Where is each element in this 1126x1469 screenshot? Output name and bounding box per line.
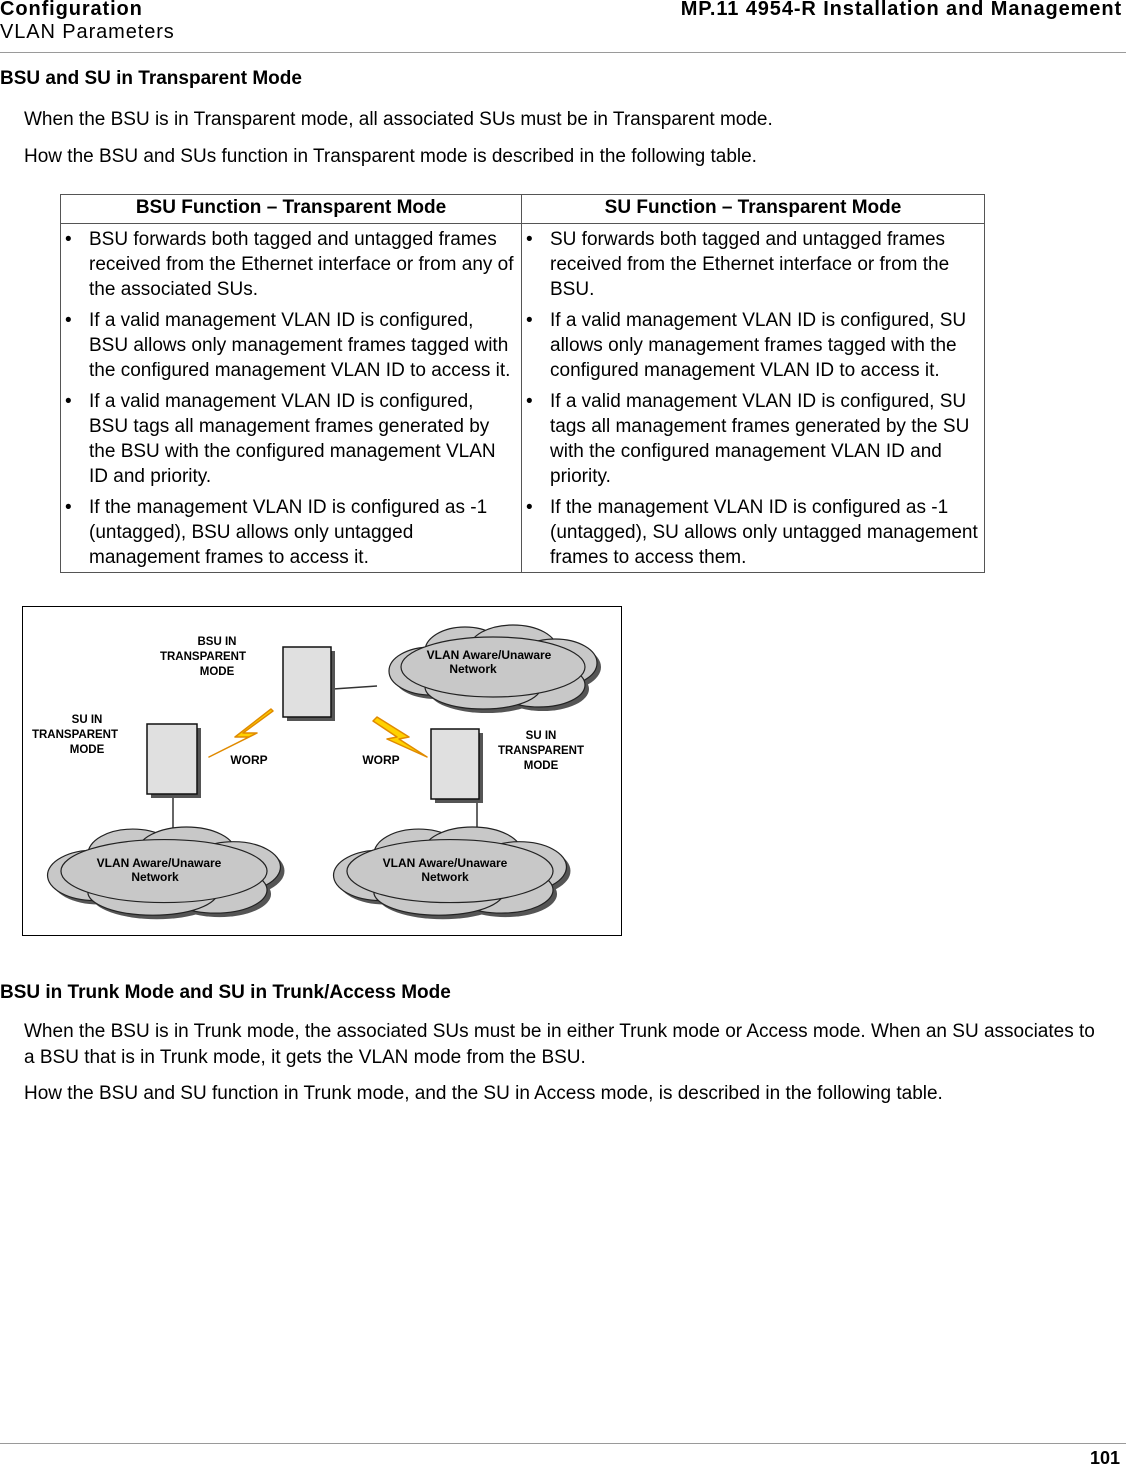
- su-left-label-line3: MODE: [69, 744, 105, 756]
- bullet-glyph: •: [65, 310, 72, 331]
- bsu-item-text: BSU forwards both tagged and untagged frames received from the Ethernet interface or from any of the associated SUs.: [89, 229, 514, 300]
- bullet-glyph: •: [526, 229, 533, 250]
- table-header-row: [61, 195, 985, 224]
- bsu-label-line3: MODE: [199, 666, 235, 678]
- bsu-label-line2: TRANSPARENT: [159, 651, 247, 663]
- su-left-label-line1: SU IN: [71, 714, 103, 726]
- transparent-mode-diagram: [22, 606, 622, 936]
- header-section-title: Configuration: [0, 0, 143, 20]
- cloud-bottom-left-label-line2: Network: [131, 870, 179, 884]
- bullet-glyph: •: [526, 391, 533, 412]
- worp-left-lightning-icon: [209, 709, 273, 757]
- bullet-glyph: •: [65, 497, 72, 518]
- section-heading-trunk: BSU in Trunk Mode and SU in Trunk/Access Mode: [0, 982, 451, 1003]
- bullet-glyph: •: [526, 497, 533, 518]
- header-document-title: MP.11 4954-R Installation and Management: [680, 0, 1122, 20]
- su-right-device: [431, 729, 483, 803]
- cloud-bottom-left: [48, 827, 285, 919]
- list-item: [65, 495, 517, 570]
- cloud-bottom-left-label-line1: VLAN Aware/Unaware: [96, 856, 222, 870]
- bsu-label-line1: BSU IN: [197, 636, 237, 648]
- su-item-text: If a valid management VLAN ID is configured, SU tags all management frames generated by the SU with the configured management VLAN ID and priority.: [550, 391, 970, 487]
- network-diagram-svg: [23, 607, 621, 935]
- list-item: [526, 389, 980, 489]
- list-item: [526, 227, 980, 302]
- worp-right-lightning-icon: [373, 717, 427, 757]
- bsu-item-text: If a valid management VLAN ID is configured, BSU allows only management frames tagged with the configured management VLAN ID to access it.: [89, 310, 511, 381]
- bsu-device: [283, 647, 335, 721]
- list-item: [526, 495, 980, 570]
- bsu-item-text: If the management VLAN ID is configured as -1 (untagged), BSU allows only untagged management frames to access it.: [89, 497, 488, 568]
- bsu-mode-label: [160, 636, 246, 678]
- cloud-top-label-line2: Network: [449, 662, 497, 676]
- worp-right-label: WORP: [362, 753, 400, 767]
- transparent-mode-table: [60, 194, 985, 573]
- su-right-mode-label: [498, 730, 584, 772]
- table-header-bsu: BSU Function – Transparent Mode: [61, 195, 522, 224]
- su-function-cell: [522, 224, 985, 573]
- list-item: [65, 308, 517, 383]
- cloud-top-label-line1: VLAN Aware/Unaware: [426, 648, 552, 662]
- header-divider: [0, 52, 1126, 53]
- su-left-label-line2: TRANSPARENT: [31, 729, 119, 741]
- cloud-bottom-right-label-line1: VLAN Aware/Unaware: [382, 856, 508, 870]
- list-item: [65, 227, 517, 302]
- cloud-bottom-right-label-line2: Network: [421, 870, 469, 884]
- footer-divider: [0, 1443, 1126, 1444]
- table-row: [61, 224, 985, 573]
- list-item: [65, 389, 517, 489]
- header-subsection-title: VLAN Parameters: [0, 21, 175, 43]
- trunk-intro-paragraph: When the BSU is in Trunk mode, the associated SUs must be in either Trunk mode or Access mode. When an SU associates to a BSU that is in Trunk mode, it gets the VLAN mode from the BSU.: [24, 1021, 1095, 1068]
- su-left-device: [147, 724, 201, 798]
- trunk-table-intro-paragraph: How the BSU and SU function in Trunk mode, and the SU in Access mode, is described in the following table.: [24, 1083, 943, 1104]
- bullet-glyph: •: [526, 310, 533, 331]
- cloud-bottom-right: [334, 827, 571, 919]
- su-item-text: If the management VLAN ID is configured as -1 (untagged), SU allows only untagged management frames to access them.: [550, 497, 978, 568]
- su-right-label-line1: SU IN: [525, 730, 557, 742]
- su-item-text: If a valid management VLAN ID is configured, SU allows only management frames tagged with the configured management VLAN ID to access it.: [550, 310, 967, 381]
- page-number: 101: [1089, 1448, 1120, 1468]
- su-item-text: SU forwards both tagged and untagged frames received from the Ethernet interface or from the BSU.: [550, 229, 950, 300]
- bsu-item-text: If a valid management VLAN ID is configured, BSU tags all management frames generated by the BSU with the configured management VLAN ID and priority.: [89, 391, 496, 487]
- transparent-intro-paragraph: When the BSU is in Transparent mode, all associated SUs must be in Transparent mode.: [24, 109, 773, 130]
- su-left-mode-label: [32, 714, 118, 756]
- worp-left-label: WORP: [230, 753, 268, 767]
- section-heading-transparent: BSU and SU in Transparent Mode: [0, 68, 302, 89]
- bsu-network-link: [333, 686, 377, 689]
- table-header-su: SU Function – Transparent Mode: [522, 195, 985, 224]
- bsu-function-cell: [61, 224, 522, 573]
- bullet-glyph: •: [65, 229, 72, 250]
- su-right-label-line3: MODE: [523, 760, 559, 772]
- transparent-table-intro-paragraph: How the BSU and SUs function in Transparent mode is described in the following table.: [24, 146, 757, 167]
- bullet-glyph: •: [65, 391, 72, 412]
- su-right-label-line2: TRANSPARENT: [497, 745, 585, 757]
- cloud-top: [389, 625, 601, 713]
- list-item: [526, 308, 980, 383]
